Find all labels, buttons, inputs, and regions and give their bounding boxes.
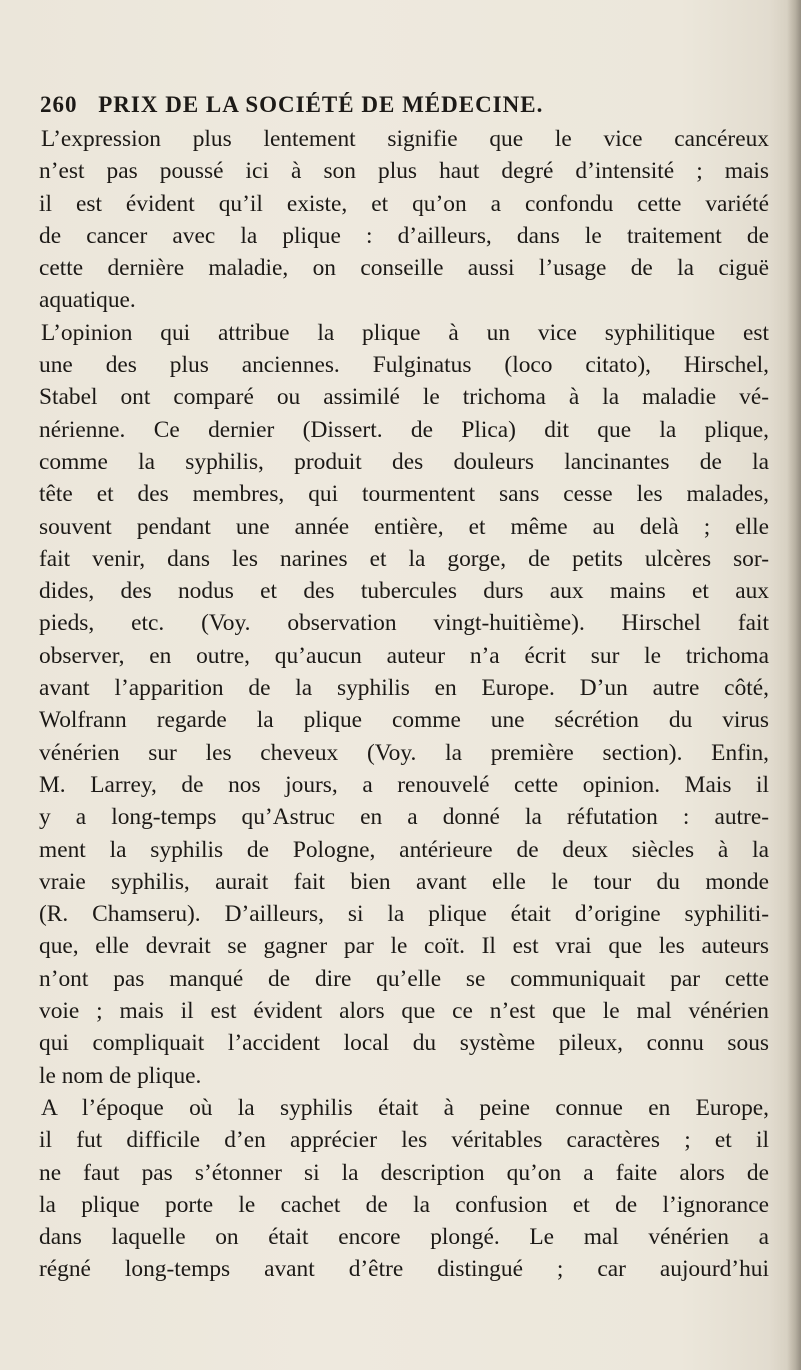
text-line: qui compliquait l’accident local du système pileux, connu sous <box>39 1030 769 1057</box>
text-line: comme la syphilis, produit des douleurs lancinantes de la <box>39 448 769 475</box>
page-edge-shadow <box>787 0 801 1370</box>
text-line: de cancer avec la plique : d’ailleurs, dans le traitement de <box>39 222 769 249</box>
text-line: nérienne. Ce dernier (Dissert. de Plica) dit que la plique, <box>39 416 769 443</box>
body-text <box>39 123 769 1286</box>
text-line: n’ont pas manqué de dire qu’elle se communiquait par cette <box>39 965 769 992</box>
running-title: PRIX DE LA SOCIÉTÉ DE MÉDECINE. <box>98 92 544 117</box>
text-line: vénérien sur les cheveux (Voy. la première section). Enfin, <box>39 739 769 766</box>
text-line: souvent pendant une année entière, et même au delà ; elle <box>39 513 769 540</box>
text-line: tête et des membres, qui tourmentent sans cesse les malades, <box>39 481 769 508</box>
text-line: une des plus anciennes. Fulginatus (loco citato), Hirschel, <box>39 352 769 379</box>
text-line: fait venir, dans les narines et la gorge, de petits ulcères sor- <box>39 545 769 572</box>
text-line: (R. Chamseru). D’ailleurs, si la plique était d’origine syphiliti- <box>39 901 769 928</box>
text-line: vraie syphilis, aurait fait bien avant elle le tour du monde <box>39 868 769 895</box>
text-line: régné long-temps avant d’être distingué ; car aujourd’hui <box>39 1256 769 1283</box>
text-line: ne faut pas s’étonner si la description qu’on a faite alors de <box>39 1159 769 1186</box>
text-line: L’opinion qui attribue la plique à un vice syphilitique est <box>41 319 769 346</box>
text-line: M. Larrey, de nos jours, a renouvelé cette opinion. Mais il <box>39 771 769 798</box>
text-line: Stabel ont comparé ou assimilé le trichoma à la maladie vé- <box>39 384 769 411</box>
text-line: voie ; mais il est évident alors que ce n’est que le mal vénérien <box>39 998 769 1025</box>
text-line: n’est pas poussé ici à son plus haut degré d’intensité ; mais <box>39 158 769 185</box>
text-line: que, elle devrait se gagner par le coït. Il est vrai que les auteurs <box>39 933 769 960</box>
text-line: ment la syphilis de Pologne, antérieure de deux siècles à la <box>39 836 769 863</box>
text-line: il est évident qu’il existe, et qu’on a confondu cette variété <box>39 190 769 217</box>
text-line: le nom de plique. <box>39 1062 202 1089</box>
text-line: L’expression plus lentement signifie que le vice cancéreux <box>41 126 769 152</box>
running-header <box>40 92 760 124</box>
text-line: Wolfrann regarde la plique comme une sécrétion du virus <box>39 707 769 734</box>
text-line: la plique porte le cachet de la confusion et de l’ignorance <box>39 1191 769 1218</box>
text-line: observer, en outre, qu’aucun auteur n’a écrit sur le trichoma <box>39 642 769 669</box>
text-line: y a long-temps qu’Astruc en a donné la réfutation : autre- <box>39 804 769 831</box>
text-line: pieds, etc. (Voy. observation vingt-huitième). Hirschel fait <box>39 610 769 637</box>
text-line: dans laquelle on était encore plongé. Le mal vénérien a <box>39 1224 769 1251</box>
text-line: dides, des nodus et des tubercules durs aux mains et aux <box>39 578 769 605</box>
page-number: 260 <box>40 92 78 117</box>
text-line: cette dernière maladie, on conseille aussi l’usage de la ciguë <box>39 255 769 282</box>
text-line: avant l’apparition de la syphilis en Europe. D’un autre côté, <box>39 675 769 702</box>
text-line: aquatique. <box>39 287 136 314</box>
text-line: A l’époque où la syphilis était à peine connue en Europe, <box>41 1094 769 1121</box>
text-line: il fut difficile d’en apprécier les véritables caractères ; et il <box>39 1127 769 1154</box>
